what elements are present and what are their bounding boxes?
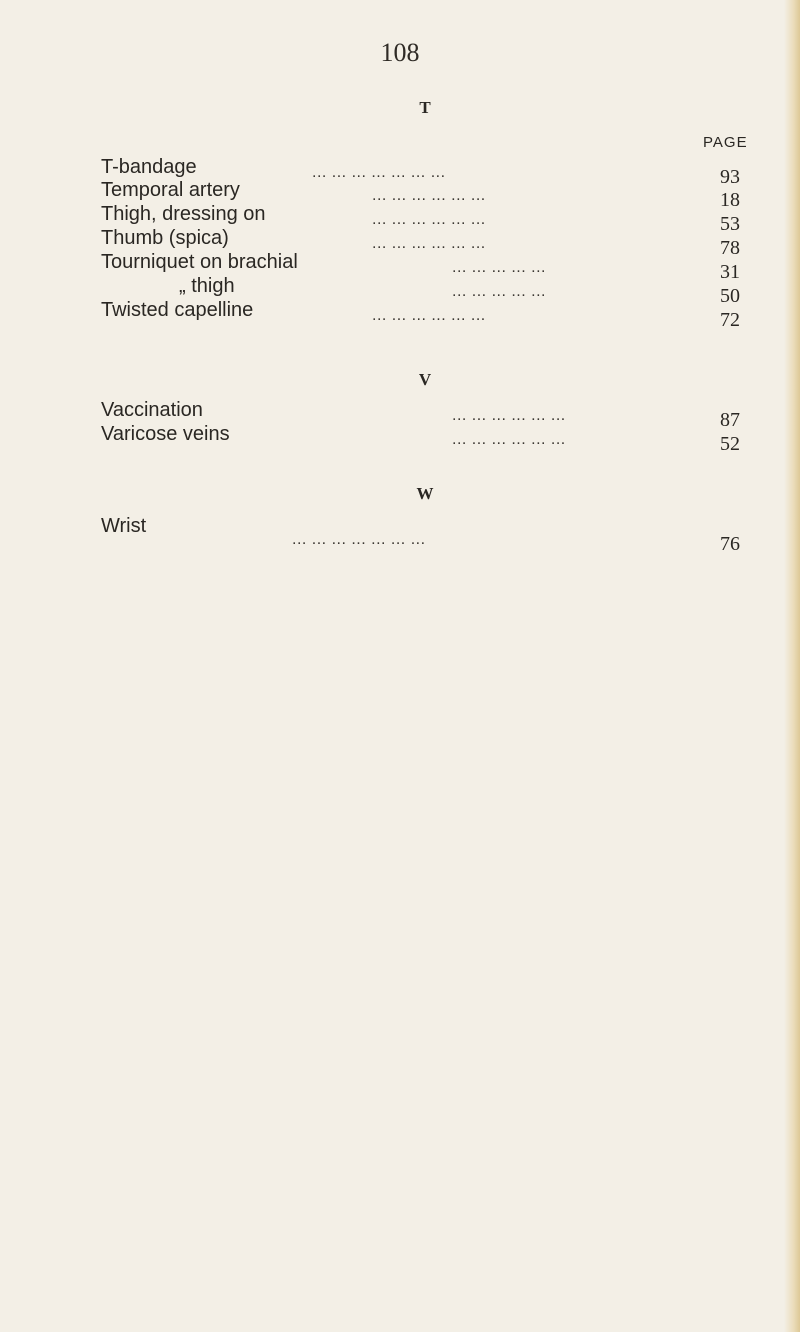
section-heading-t: T xyxy=(419,98,431,117)
index-entry xyxy=(0,298,800,331)
entry-label: Tourniquet on brachial xyxy=(101,251,298,273)
page-column-header: PAGE xyxy=(703,134,748,151)
index-entry xyxy=(0,422,800,455)
entry-page: 52 xyxy=(720,433,740,455)
leader-dots: ... ... ... ... ... ... ... xyxy=(312,164,446,181)
section-heading-v: V xyxy=(418,370,432,389)
index-entry xyxy=(0,514,800,555)
leader-dots: ... ... ... ... ... ... xyxy=(372,307,486,324)
entry-page: 50 xyxy=(720,285,740,307)
entry-label: Vaccination xyxy=(101,399,203,421)
entry-label: T-bandage xyxy=(101,156,197,178)
entry-page: 53 xyxy=(720,213,740,235)
entry-page: 72 xyxy=(720,309,740,331)
leader-dots: ... ... ... ... ... ... xyxy=(452,407,566,424)
entry-page: 31 xyxy=(720,261,740,283)
leader-dots: ... ... ... ... ... ... xyxy=(372,187,486,204)
index-entry xyxy=(0,274,800,307)
leader-dots: ... ... ... ... ... ... xyxy=(452,431,566,448)
entry-page: 93 xyxy=(720,166,740,188)
leader-dots: ... ... ... ... ... ... ... xyxy=(292,531,426,548)
leader-dots: ... ... ... ... ... ... xyxy=(372,235,486,252)
entry-label: „ thigh xyxy=(179,275,235,297)
section-heading-w: W xyxy=(416,484,434,503)
entry-page: 87 xyxy=(720,409,740,431)
index-entry xyxy=(0,155,800,188)
index-entry xyxy=(0,178,800,211)
leader-dots: ... ... ... ... ... ... xyxy=(372,211,486,228)
entry-page: 76 xyxy=(720,533,740,555)
leader-dots: ... ... ... ... ... xyxy=(452,283,546,300)
entry-label: Varicose veins xyxy=(101,423,230,445)
entry-page: 78 xyxy=(720,237,740,259)
index-entry xyxy=(0,202,800,235)
index-entry xyxy=(0,250,800,283)
entry-label: Thumb (spica) xyxy=(101,227,229,249)
index-entry xyxy=(0,398,800,431)
entry-label: Twisted capelline xyxy=(101,299,254,321)
entry-label: Temporal artery xyxy=(101,179,240,201)
leader-dots: ... ... ... ... ... xyxy=(452,259,546,276)
entry-page: 18 xyxy=(720,189,740,211)
page-number: 108 xyxy=(380,38,420,67)
entry-label: Wrist xyxy=(101,515,147,537)
entry-label: Thigh, dressing on xyxy=(101,203,266,225)
index-entry xyxy=(0,226,800,259)
